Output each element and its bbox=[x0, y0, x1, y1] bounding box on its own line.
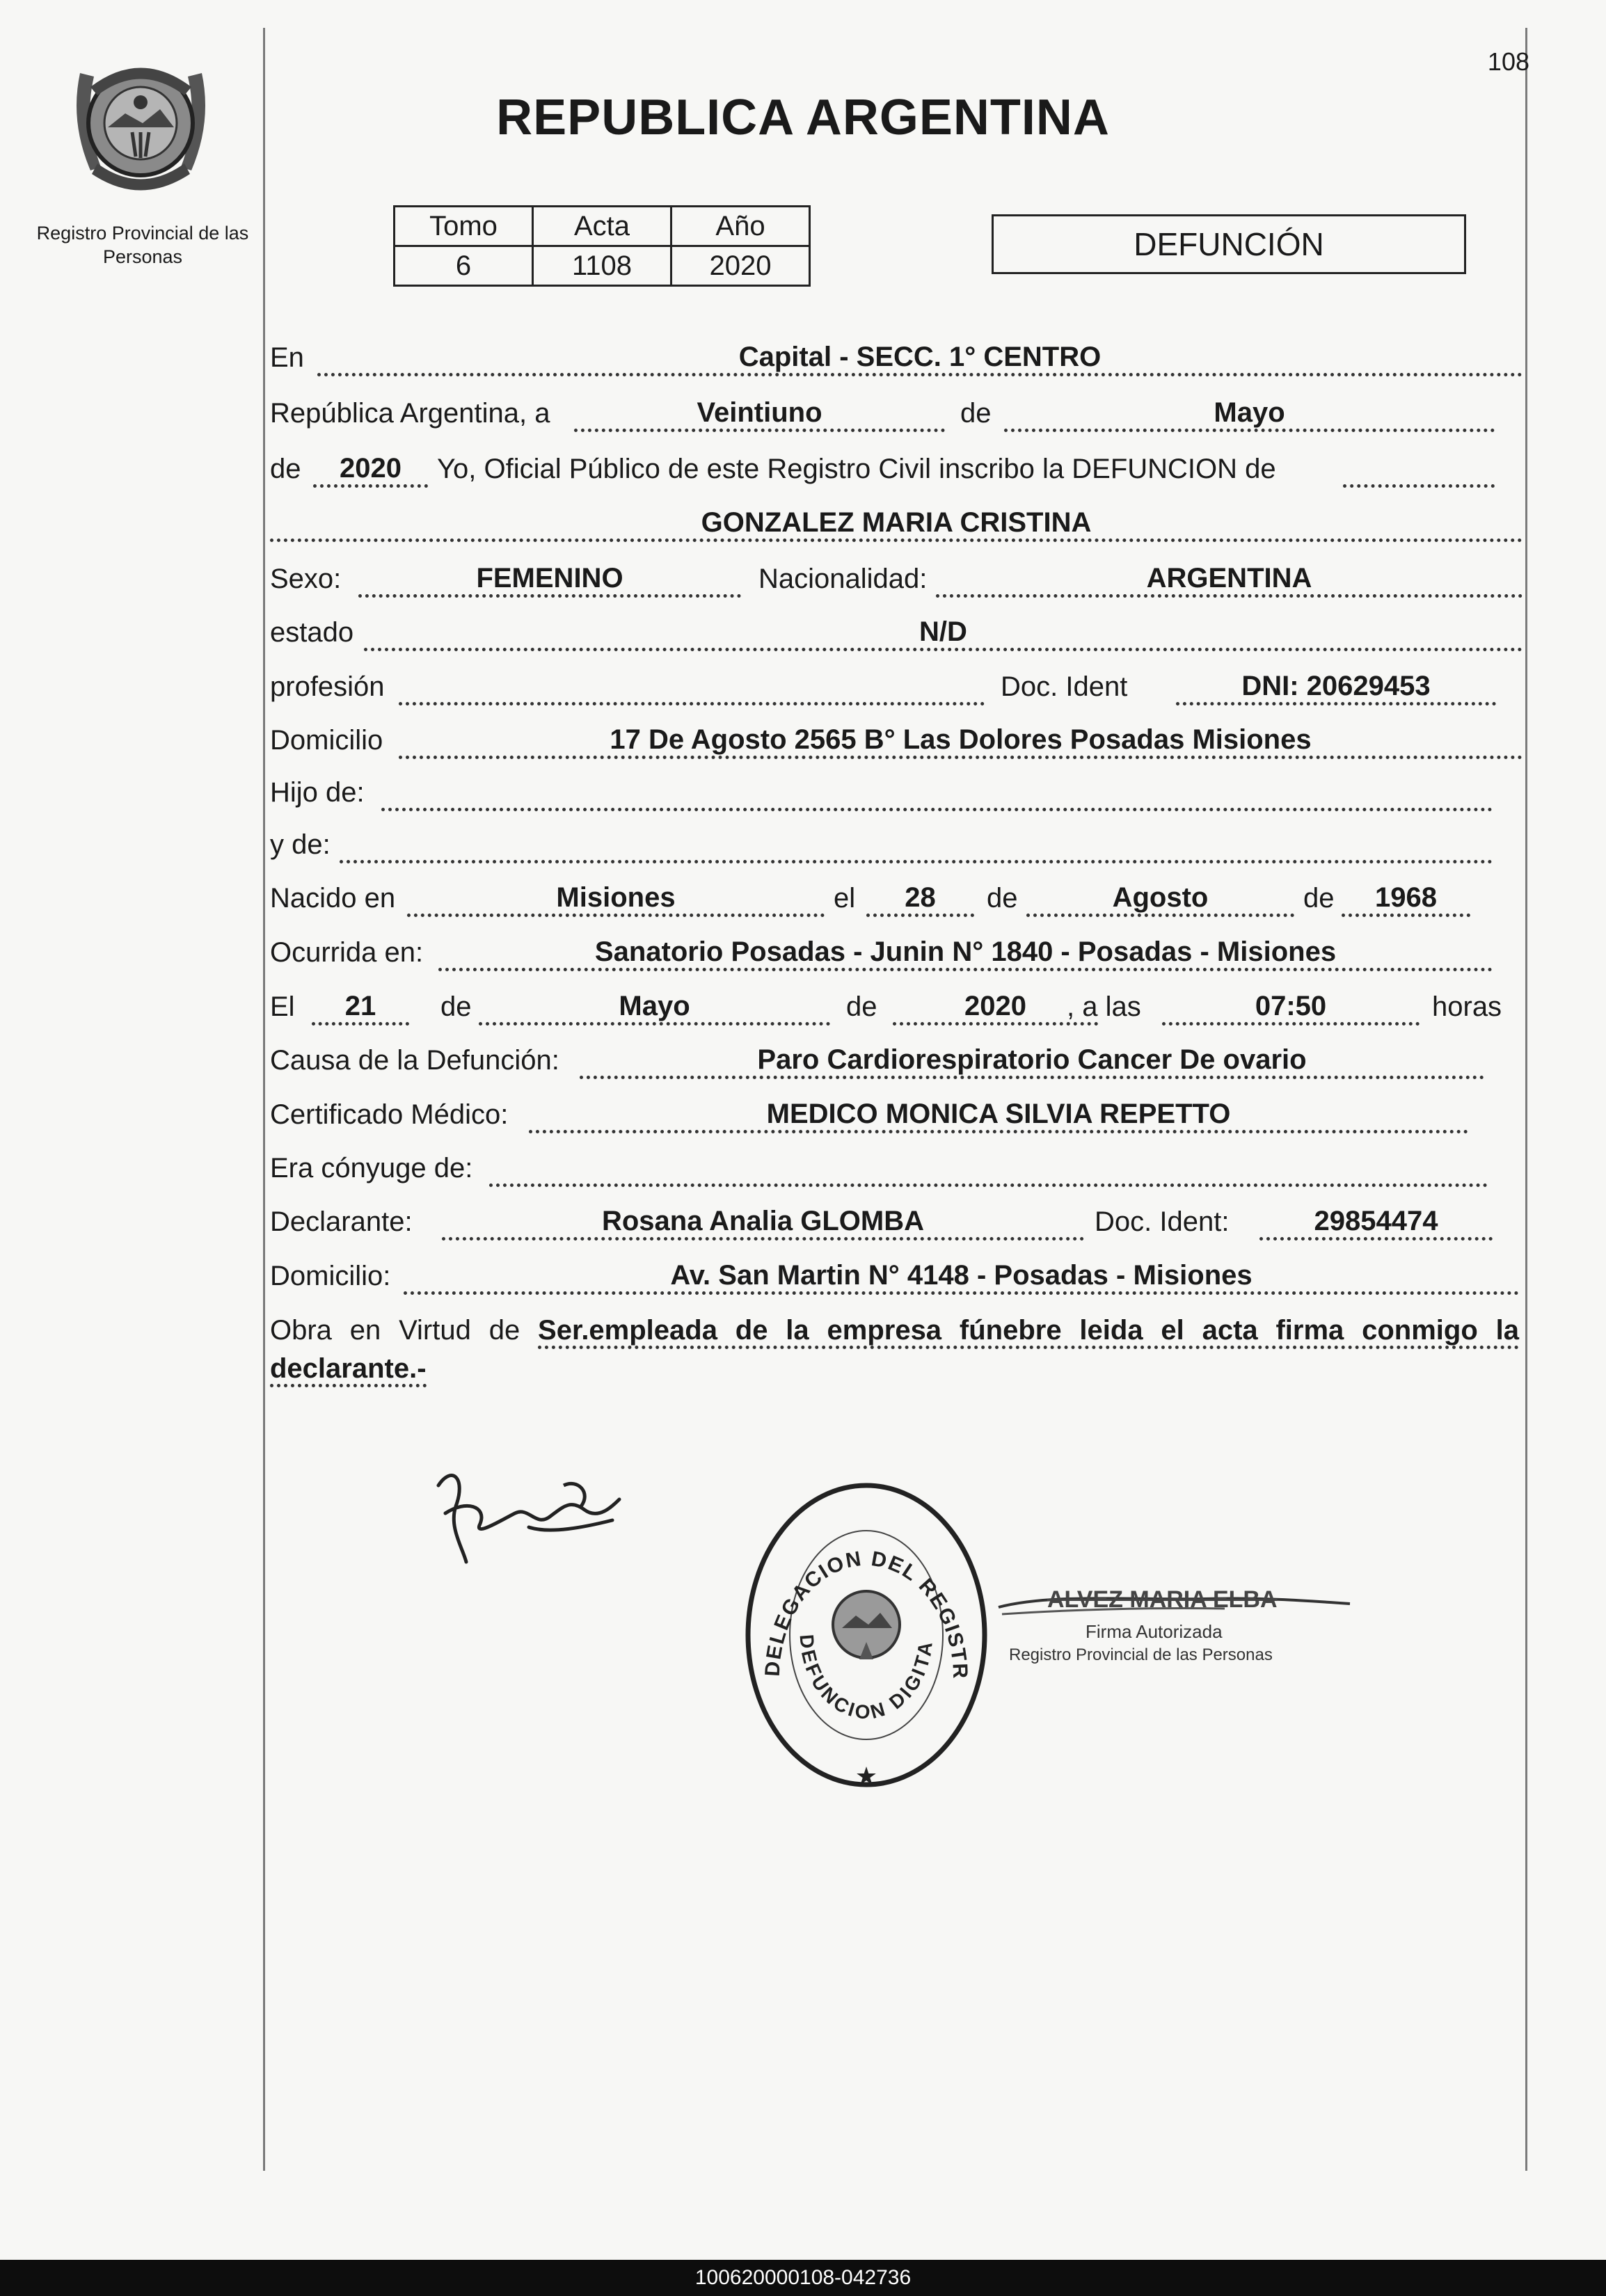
muerte-dia-value: 21 bbox=[312, 987, 409, 1026]
stamp-ring-text: DELEGACION DEL REGISTR bbox=[761, 1547, 972, 1680]
month-value: Mayo bbox=[1004, 394, 1495, 432]
row-estado bbox=[270, 612, 1522, 655]
row-yde bbox=[270, 824, 1493, 868]
nacido-lugar-value: Misiones bbox=[407, 879, 825, 917]
document-type-box: DEFUNCIÓN bbox=[992, 214, 1466, 274]
profesion-label: profesión bbox=[270, 671, 385, 702]
sexo-value: FEMENINO bbox=[358, 559, 741, 598]
page-title: REPUBLICA ARGENTINA bbox=[496, 90, 1110, 145]
row-nacido bbox=[270, 878, 1470, 921]
nacido-anio-value: 1968 bbox=[1342, 879, 1470, 917]
doc-ident-value: DNI: 20629453 bbox=[1176, 667, 1496, 705]
row-inscribo bbox=[270, 449, 1495, 492]
profesion-value bbox=[399, 667, 985, 705]
de-label: de bbox=[987, 883, 1018, 914]
a-las-label: , a las bbox=[1067, 991, 1141, 1022]
row-declarante bbox=[270, 1202, 1493, 1245]
declarante-value: Rosana Analia GLOMBA bbox=[442, 1202, 1084, 1241]
de-label: de bbox=[960, 398, 992, 429]
document-code: 100620000108-042736 bbox=[694, 2266, 912, 2289]
tomo-header: Tomo bbox=[395, 207, 533, 246]
causa-value: Paro Cardiorespiratorio Cancer De ovario bbox=[580, 1041, 1484, 1079]
stamp-inner-text: DEFUNCION DIGITA bbox=[795, 1633, 937, 1723]
certificado-value: MEDICO MONICA SILVIA REPETTO bbox=[529, 1095, 1468, 1133]
row-conyuge bbox=[270, 1148, 1488, 1191]
doc-ident-label: Doc. Ident bbox=[1001, 671, 1128, 702]
domicilio-value: 17 De Agosto 2565 B° Las Dolores Posadas Misiones bbox=[399, 721, 1522, 759]
republica-label: República Argentina, a bbox=[270, 398, 550, 429]
row-nombre bbox=[270, 503, 1522, 546]
nacido-label: Nacido en bbox=[270, 883, 396, 914]
day-words-value: Veintiuno bbox=[574, 394, 945, 432]
declarante-label: Declarante: bbox=[270, 1206, 413, 1237]
anio-value: 2020 bbox=[671, 246, 810, 286]
conyuge-value bbox=[489, 1149, 1488, 1187]
nacionalidad-value: ARGENTINA bbox=[936, 559, 1522, 598]
declarant-signature bbox=[424, 1458, 626, 1576]
right-margin-line bbox=[1525, 28, 1527, 2171]
muerte-mes-value: Mayo bbox=[479, 987, 830, 1026]
yde-value bbox=[340, 825, 1493, 863]
stamp-star-icon: ★ bbox=[854, 1762, 878, 1790]
obra-en-virtud bbox=[270, 1312, 1519, 1388]
registry-stamp bbox=[738, 1468, 995, 1795]
hora-value: 07:50 bbox=[1162, 987, 1420, 1026]
obra-value: Ser.empleada de la empresa fúnebre leida el acta firma conmigo la declarante.- bbox=[270, 1315, 1519, 1387]
row-fecha-defuncion bbox=[270, 987, 1505, 1030]
acta-header: Acta bbox=[533, 207, 671, 246]
ocurrida-value: Sanatorio Posadas - Junin N° 1840 - Posadas - Misiones bbox=[438, 933, 1493, 971]
row-en bbox=[270, 337, 1522, 381]
estado-value: N/D bbox=[364, 613, 1522, 651]
el-cap-label: El bbox=[270, 991, 295, 1022]
left-margin-line bbox=[263, 28, 265, 2171]
authorized-official-name: ALVEZ MARIA ELBA bbox=[1047, 1586, 1278, 1613]
hijo-label: Hijo de: bbox=[270, 777, 365, 808]
registry-table bbox=[393, 205, 811, 287]
de-label: de bbox=[1303, 883, 1335, 914]
row-profesion bbox=[270, 667, 1496, 710]
el-label: el bbox=[834, 883, 856, 914]
row-domicilio bbox=[270, 720, 1522, 763]
domicilio-label: Domicilio bbox=[270, 725, 383, 756]
acta-value: 1108 bbox=[533, 246, 671, 286]
ocurrida-label: Ocurrida en: bbox=[270, 937, 424, 968]
tomo-value: 6 bbox=[395, 246, 533, 286]
deceased-name: GONZALEZ MARIA CRISTINA bbox=[270, 504, 1522, 542]
nacido-mes-value: Agosto bbox=[1026, 879, 1294, 917]
estado-label: estado bbox=[270, 617, 354, 648]
authorized-signature-label: Firma Autorizada bbox=[1086, 1621, 1223, 1642]
en-value: Capital - SECC. 1° CENTRO bbox=[317, 338, 1522, 376]
row-hijo bbox=[270, 772, 1493, 815]
row-domicilio-declarante bbox=[270, 1256, 1519, 1299]
row-sexo bbox=[270, 559, 1522, 602]
sexo-label: Sexo: bbox=[270, 564, 342, 594]
muerte-anio-value: 2020 bbox=[893, 987, 1098, 1026]
hijo-value bbox=[381, 773, 1493, 811]
en-label: En bbox=[270, 342, 304, 373]
horas-label: horas bbox=[1432, 991, 1502, 1022]
nacionalidad-label: Nacionalidad: bbox=[758, 564, 928, 594]
yde-label: y de: bbox=[270, 829, 331, 860]
row-causa bbox=[270, 1040, 1484, 1083]
obra-label: Obra en Virtud de bbox=[270, 1315, 520, 1346]
declarante-domicilio-label: Domicilio: bbox=[270, 1261, 391, 1291]
svg-text:DEFUNCION DIGITAL bbox=[738, 1468, 937, 1723]
inscribo-blank bbox=[1343, 449, 1495, 488]
authorized-registry-label: Registro Provincial de las Personas bbox=[1009, 1645, 1273, 1664]
page-number: 108 bbox=[1487, 47, 1529, 76]
inscribo-text: Yo, Oficial Público de este Registro Civil inscribo la DEFUNCION de bbox=[437, 454, 1276, 484]
anio-header: Año bbox=[671, 207, 810, 246]
row-fecha bbox=[270, 393, 1495, 436]
row-ocurrida bbox=[270, 932, 1493, 975]
certificado-label: Certificado Médico: bbox=[270, 1099, 509, 1130]
conyuge-label: Era cónyuge de: bbox=[270, 1153, 473, 1183]
causa-label: Causa de la Defunción: bbox=[270, 1045, 559, 1076]
declarante-doc-value: 29854474 bbox=[1259, 1202, 1493, 1241]
de-label: de bbox=[440, 991, 472, 1022]
de-label: de bbox=[846, 991, 877, 1022]
year-value: 2020 bbox=[313, 449, 428, 488]
de-label: de bbox=[270, 454, 301, 484]
issuer-name: Registro Provincial de las Personas bbox=[36, 223, 249, 267]
row-certificado bbox=[270, 1094, 1468, 1138]
declarante-domicilio-value: Av. San Martin N° 4148 - Posadas - Misiones bbox=[404, 1257, 1519, 1295]
nacido-dia-value: 28 bbox=[866, 879, 974, 917]
declarante-doc-label: Doc. Ident: bbox=[1095, 1206, 1230, 1237]
